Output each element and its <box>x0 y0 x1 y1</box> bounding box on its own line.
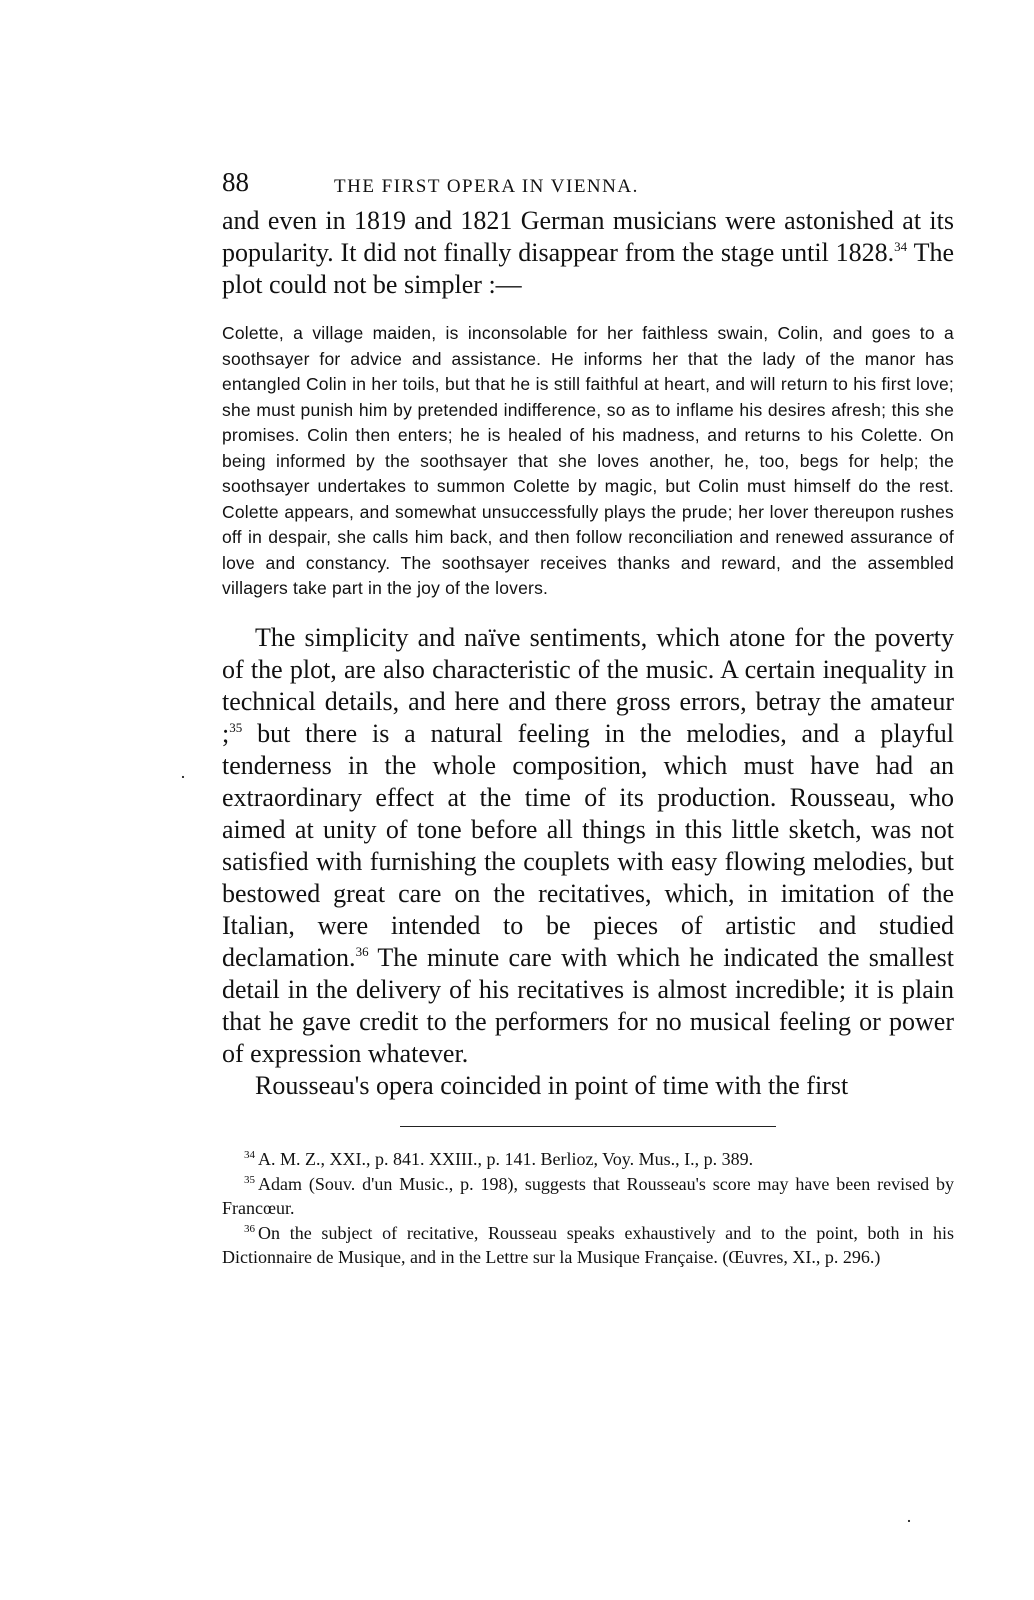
note-reference: 35 <box>229 719 243 735</box>
page-header <box>222 165 954 205</box>
paragraph-rousseau-opera: Rousseau's opera coincided in point of time with the first <box>255 1070 849 1100</box>
footnote-text: Adam (Souv. d'un Music., p. 198), suggests that Rousseau's score may have been revised by Francœur. <box>222 1174 954 1218</box>
note-reference: 36 <box>355 943 369 959</box>
footnote-number: 36 <box>244 1223 255 1235</box>
footnote-36 <box>222 1221 954 1269</box>
bottom-dot-mark: · <box>906 1511 912 1531</box>
footnote-number: 35 <box>244 1174 255 1186</box>
paragraph-simplicity <box>222 622 954 1070</box>
intro-text-2: The plot could not be simpler :— <box>222 238 955 299</box>
paragraph-1-text-2: but there is a natural feeling in the melodies, and a playful tenderness in the whole composition, which must have had an extraordinary effect at the time of its production. Rousseau, who aimed at unity of tone before all things in this little sketch, was not satisfied with furnishing the couplets with easy flowing melodies, but bestowed great care on the recitatives, which, in imitation of the Italian, were intended to be pieces of artistic and studied declamation. <box>222 718 954 972</box>
footnotes <box>222 1147 954 1269</box>
footnote-35 <box>222 1172 954 1220</box>
footnote-text: On the subject of recitative, Rousseau speaks exhaustively and to the point, both in his Dictionnaire de Musique, and in the Lettre sur la Musique Française. (Œuvres, XI., p. 296.) <box>222 1223 954 1267</box>
margin-dot-mark: · <box>180 767 186 787</box>
footnote-rule <box>400 1126 776 1128</box>
intro-paragraph <box>222 205 954 301</box>
footnote-number: 34 <box>244 1149 255 1161</box>
intro-text-1: and even in 1819 and 1821 German musicians were astonished at its popularity. It did not finally disappear from the stage until 1828. <box>222 206 954 267</box>
footnote-34 <box>222 1147 954 1171</box>
plot-summary-quote: Colette, a village maiden, is inconsolable for her faithless swain, Colin, and goes to a soothsayer for advice and assistance. He informs her that the lady of the manor has entangled Colin in her toils, but that he is still faithful at heart, and will return to his first love; she must punish him by pretended indifference, so as to inflame his desires afresh; this she promises. Colin then enters; he is healed of his madness, and returns to his Colette. On being informed by the soothsayer that she loves another, he, too, begs for help; the soothsayer undertakes to summon Colette by magic, but Colin must himself do the rest. Colette appears, and somewhat unsuccessfully plays the prude; her lover thereupon rushes off in despair, she calls him back, and then follow reconciliation and renewed assurance of love and constancy. The soothsayer receives thanks and reward, and the assembled villagers take part in the joy of the lovers. <box>222 323 954 598</box>
page-number: 88 <box>222 167 249 197</box>
paragraph-1-text-1: The simplicity and naïve sentiments, which atone for the poverty of the plot, are also characteristic of the music. A certain inequality in technical details, and here and there gross errors, betray the amateur ; <box>222 622 954 748</box>
footnote-text: A. M. Z., XXI., p. 841. XXIII., p. 141. Berlioz, Voy. Mus., I., p. 389. <box>258 1149 754 1169</box>
paragraph-1-text-3: The minute care with which he indicated the smallest detail in the delivery of his recitatives is almost incredible; it is plain that he gave credit to the performers for no musical feeling or power of expression whatever. <box>222 942 954 1068</box>
note-reference: 34 <box>894 239 908 254</box>
book-page <box>222 165 954 1270</box>
running-title: THE FIRST OPERA IN VIENNA. <box>334 176 639 197</box>
